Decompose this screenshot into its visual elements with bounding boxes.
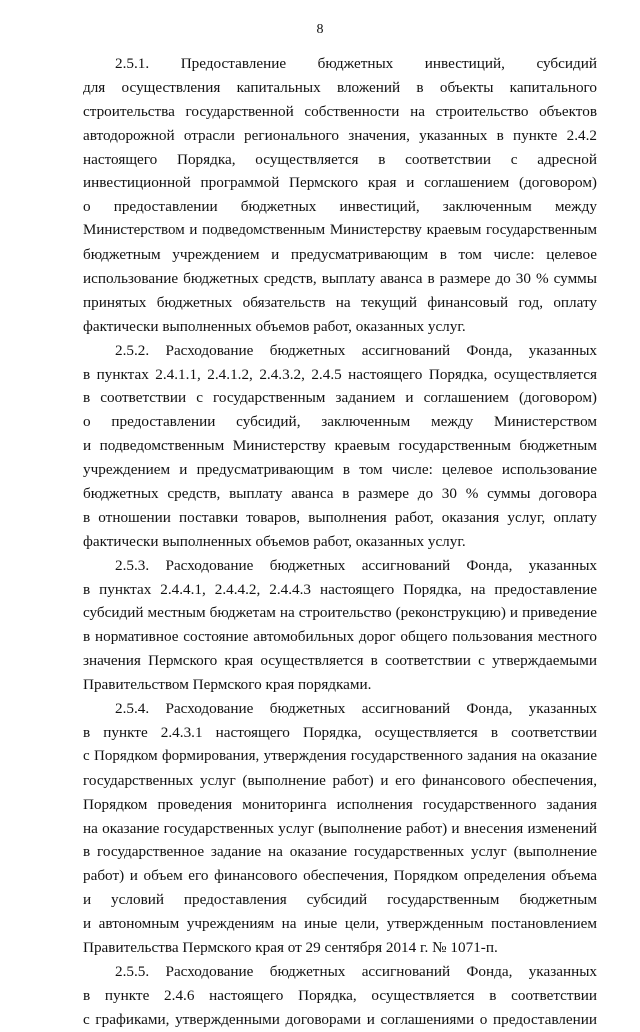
text-line: бюджетных средств, выплату аванса в размере до 30 % суммы договора: [83, 485, 597, 503]
document-body: [83, 52, 597, 1032]
text-line: бюджетным учреждением и предусматривающим в том числе: целевое: [83, 246, 597, 264]
text-line: 2.5.3. Расходование бюджетных ассигнований Фонда, указанных: [115, 556, 597, 574]
text-line: Правительством Пермского края порядками.: [83, 676, 372, 694]
text-line: строительства государственной собственности на строительство объектов: [83, 102, 597, 120]
paragraph-2-5-5: [83, 960, 597, 1032]
text-line: государственных услуг (выполнение работ) и его финансового обеспечения,: [83, 771, 597, 789]
text-line: в пункте 2.4.6 настоящего Порядка, осуществляется в соответствии: [83, 986, 597, 1004]
text-line: 2.5.4. Расходование бюджетных ассигнований Фонда, указанных: [115, 700, 597, 718]
paragraph-2-5-4: [83, 697, 597, 960]
text-line: в соответствии с государственным заданием и соглашением (договором): [83, 389, 597, 407]
text-line: работ) и объем его финансового обеспечения, Порядком определения объема: [83, 867, 597, 885]
text-line: автодорожной отрасли регионального значения, указанных в пункте 2.4.2: [83, 126, 597, 144]
page-number: 8: [316, 22, 324, 37]
text-line: в отношении поставки товаров, выполнения работ, оказания услуг, оплату: [83, 508, 597, 526]
text-line: фактически выполненных объемов работ, оказанных услуг.: [83, 532, 466, 550]
text-line: значения Пермского края осуществляется в соответствии с утверждаемыми: [83, 652, 597, 670]
paragraph-2-5-1: [83, 52, 597, 339]
text-line: с графиками, утвержденными договорами и соглашениями о предоставлении: [83, 1010, 597, 1028]
text-line: 2.5.1. Предоставление бюджетных инвестиций, субсидий: [115, 55, 597, 72]
text-line: для осуществления капитальных вложений в объекты капитального: [83, 78, 597, 96]
text-line: и условий предоставления субсидий государственным бюджетным: [83, 891, 597, 909]
text-line: в нормативное состояние автомобильных дорог общего пользования местного: [83, 628, 597, 646]
text-line: 2.5.5. Расходование бюджетных ассигнований Фонда, указанных: [115, 962, 597, 980]
text-line: в пунктах 2.4.4.1, 2.4.4.2, 2.4.4.3 настоящего Порядка, на предоставление: [83, 580, 597, 598]
text-line: с Порядком формирования, утверждения государственного задания на оказание: [83, 747, 597, 764]
text-line: субсидий местным бюджетам на строительство (реконструкцию) и приведение: [83, 604, 597, 622]
paragraph-2-5-2: [83, 339, 597, 554]
text-line: учреждением и предусматривающим в том числе: целевое использование: [83, 461, 597, 479]
paragraph-2-5-3: [83, 554, 597, 697]
text-line: фактически выполненных объемов работ, оказанных услуг.: [83, 317, 466, 335]
text-line: принятых бюджетных обязательств на текущий финансовый год, оплату: [83, 293, 597, 311]
text-line: о предоставлении бюджетных инвестиций, заключенным между: [83, 198, 597, 216]
text-line: и автономным учреждениям на иные цели, утвержденным постановлением: [83, 915, 597, 933]
text-line: в пунктах 2.4.1.1, 2.4.1.2, 2.4.3.2, 2.4.5 настоящего Порядка, осуществляется: [83, 365, 597, 383]
text-line: инвестиционной программой Пермского края и соглашением (договором): [83, 174, 597, 192]
text-line: использование бюджетных средств, выплату аванса в размере до 30 % суммы: [83, 270, 597, 288]
text-line: 2.5.2. Расходование бюджетных ассигнований Фонда, указанных: [115, 341, 597, 359]
text-line: в государственное задание на оказание государственных услуг (выполнение: [83, 843, 597, 861]
text-line: и подведомственным Министерству краевым государственным бюджетным: [83, 437, 597, 455]
text-line: настоящего Порядка, осуществляется в соответствии с адресной: [83, 150, 597, 168]
text-line: о предоставлении субсидий, заключенным между Министерством: [83, 413, 597, 431]
text-line: Порядком проведения мониторинга исполнения государственного задания: [83, 795, 597, 813]
text-line: в пункте 2.4.3.1 настоящего Порядка, осуществляется в соответствии: [83, 723, 597, 741]
text-line: Министерством и подведомственным Министерству краевым государственным: [83, 222, 597, 239]
text-line: на оказание государственных услуг (выполнение работ) и внесения изменений: [83, 819, 597, 837]
text-line: Правительства Пермского края от 29 сентября 2014 г. № 1071-п.: [83, 938, 498, 956]
